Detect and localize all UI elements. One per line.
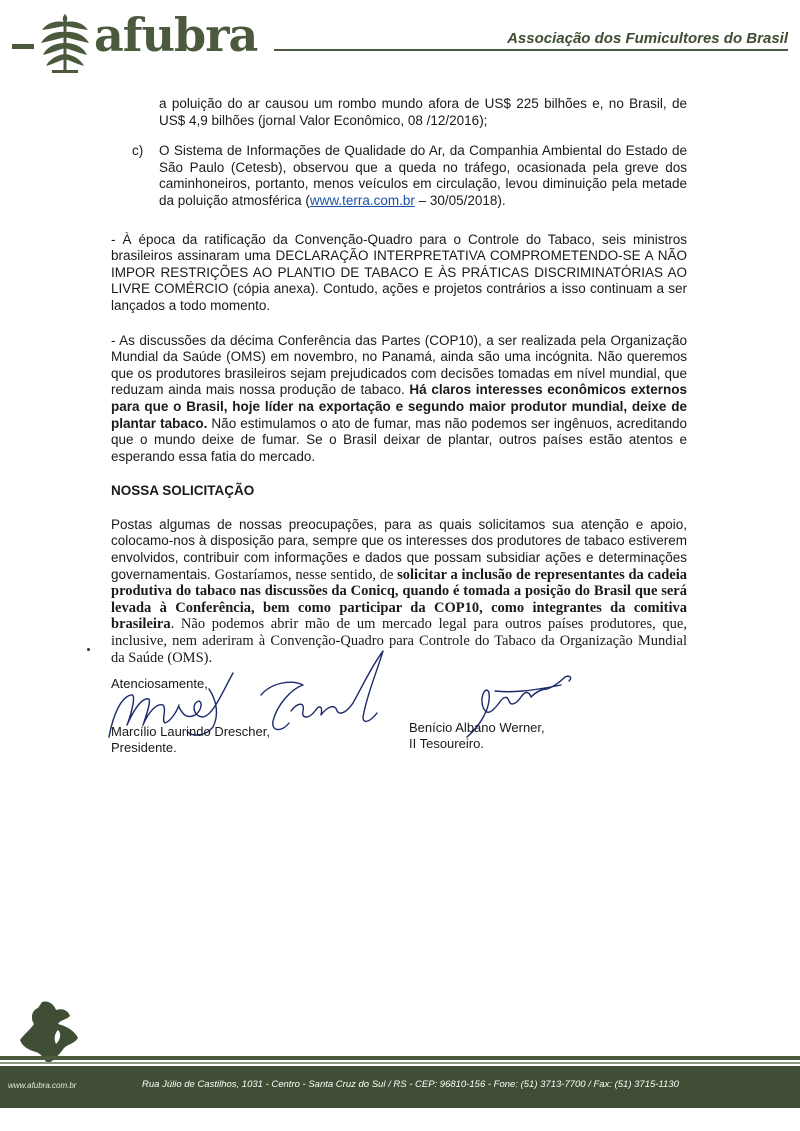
header-rule — [274, 49, 788, 51]
margin-dot — [87, 648, 90, 651]
signatory-left — [111, 676, 270, 756]
cop10-text-1: - As discussões da décima Conferência das Partes (COP10), a ser realizada pela Organização Mundial da Saúde (OMS) em novembro, no Panamá, ainda são uma incógnita. Não queremos que os produtores brasileiros sejam prejudicados com decisões tomadas em nível mundial, que reduzam ainda mais nossa produção de tabaco. — [111, 332, 687, 398]
continuation-text: a poluição do ar causou um rombo mundo afora de US$ 225 bilhões e, no Brasil, de US$ 4,9 bilhões (jornal Valor Econômico, 08 /12/2016); — [159, 96, 687, 128]
letter-body — [111, 96, 687, 684]
letter-footer — [0, 1000, 800, 1131]
signature-block — [111, 650, 691, 760]
list-marker: c) — [132, 143, 144, 159]
footer-website[interactable]: www.afubra.com.br — [8, 1081, 77, 1090]
right-signatory-name: Benício Albano Werner, — [409, 720, 545, 735]
closing-salutation: Atenciosamente, — [111, 676, 208, 691]
request-text-2: Gostaríamos, nesse sentido, de — [214, 566, 398, 583]
request-paragraph — [111, 517, 687, 666]
request-text-1: Postas algumas de nossas preocupações, para as quais solicitamos sua atenção e apoio, colocamo-nos à disposição para, sempre que os interesses dos produtores de tabaco estiverem envolvidos, contribuir com informações e dados que possam subsidiar ações e determinações governamentais. — [111, 516, 687, 582]
letterhead — [0, 0, 800, 90]
item-c-suffix: – 30/05/2018). — [414, 192, 506, 208]
list-item-text — [159, 143, 687, 209]
cop10-bold-text: Há claros interesses econômicos externos para que o Brasil, hoje líder na exportação e segundo maior produtor mundial, deixe de plantar tabaco. — [111, 382, 687, 431]
signatory-right — [409, 720, 545, 752]
cop10-text-2: Não estimulamos o ato de fumar, mas não podemos ser ingênuos, acreditando que o mundo deixe de fumar. Se o Brasil deixar de plantar, outros países estão atentos e esperando essa fatia do mercado. — [111, 415, 687, 464]
footer-address: Rua Júlio de Castilhos, 1031 - Centro - Santa Cruz do Sul / RS - CEP: 96810-156 - Fone: (51) 3713-7700 / Fax: (51) 3715-1130 — [142, 1079, 679, 1090]
footer-stripe — [0, 1056, 800, 1060]
right-signatory-title: II Tesoureiro. — [409, 736, 484, 751]
section-heading: NOSSA SOLICITAÇÃO — [111, 483, 255, 499]
logo-wordmark: afubra — [94, 8, 258, 62]
item-c-text: O Sistema de Informações de Qualidade do Ar, da Companhia Ambiental do Estado de São Paulo (Cetesb), observou que a queda no tráfego, ocasionada pela greve dos caminhoneiros, portanto, menos veículos em circulação, levou diminuição pela metade da poluição atmosférica ( — [159, 143, 687, 208]
terra-link[interactable]: www.terra.com.br — [309, 192, 415, 208]
organization-name: Associação dos Fumicultores do Brasil — [507, 30, 788, 47]
request-text-3: . Não podemos abrir mão de um mercado legal para outros países produtores, que, inclusive, nem aderiram à Convenção-Quadro para Controle do Tabaco da Organização Mundial da Saúde (OMS). — [111, 616, 687, 666]
left-signatory-name: Marcílio Laurindo Drescher, — [111, 724, 270, 739]
left-signatory-title: Presidente. — [111, 740, 177, 755]
ratification-paragraph: - À época da ratificação da Convenção-Quadro para o Controle do Tabaco, seis ministros brasileiros assinaram uma DECLARAÇÃO INTERPRETATIVA COMPROMETENDO-SE A NÃO IMPOR RESTRIÇÕES AO PLANTIO DE TABACO E ÀS PRÁTICAS DISCRIMINATÓRIAS AO LIVRE COMÉRCIO (cópia anexa). Contudo, ações e projetos contrários a isso continuam a ser lançados a todo momento. — [111, 231, 687, 313]
request-bold-text: solicitar a inclusão de representantes da cadeia produtiva do tabaco nas discussões da Conicq, quando é tomada a posição do Brasil que será levada à Conferência, bem como participar da COP10, como integrantes da comitiva brasileira — [111, 566, 687, 633]
cop10-paragraph — [111, 333, 687, 466]
tobacco-plant-icon — [40, 12, 90, 74]
footer-stripe-light — [0, 1062, 800, 1064]
logo-dash — [12, 44, 34, 49]
list-item-c — [111, 143, 687, 209]
